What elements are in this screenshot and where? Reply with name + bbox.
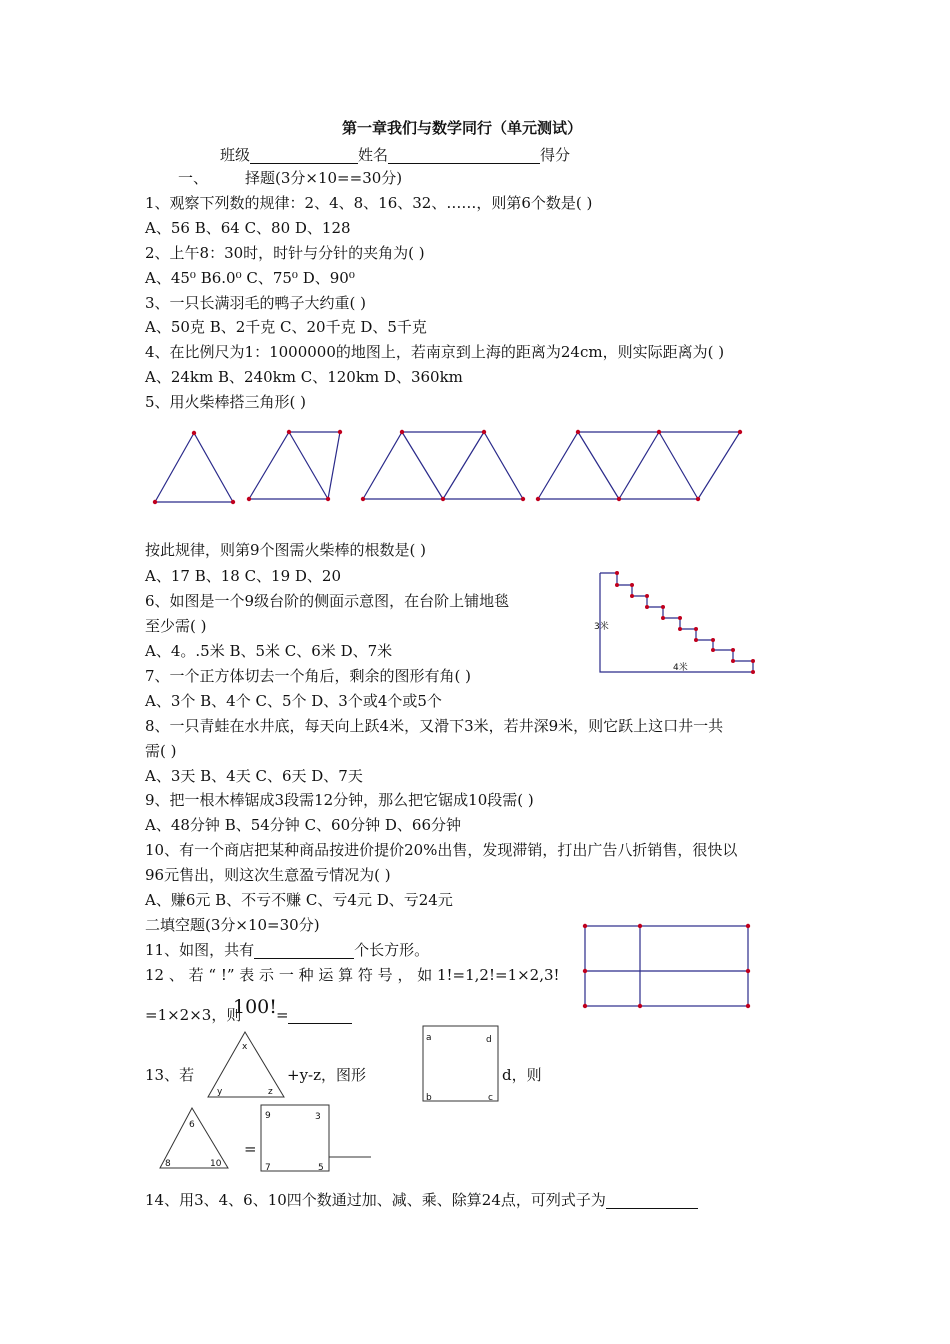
tri2-label-left: 8 xyxy=(165,1159,171,1169)
q9-options: A、48分钟 B、54分钟 C、60分钟 D、66分钟 xyxy=(145,816,462,834)
q10-options: A、赚6元 B、不亏不赚 C、亏4元 D、亏24元 xyxy=(145,891,453,909)
section1-number: 一、 xyxy=(178,169,209,187)
sq-label-b: b xyxy=(426,1093,432,1103)
q5-options: A、17 B、18 C、19 D、20 xyxy=(145,567,342,585)
q13-equals: = xyxy=(244,1140,257,1158)
q3-text: 3、一只长满羽毛的鸭子大约重( ) xyxy=(145,294,367,312)
q2-options: A、45⁰ B6.0⁰ C、75⁰ D、90⁰ xyxy=(145,269,355,287)
q8-line2: 需( ) xyxy=(145,742,177,760)
q12-expression: 100! xyxy=(233,996,277,1018)
q8-line1: 8、一只青蛙在水井底，每天向上跃4米，又滑下3米，若井深9米，则它跃上这口井一共 xyxy=(145,717,724,735)
tri-label-y: y xyxy=(217,1087,223,1097)
staircase-width-label: 4米 xyxy=(673,663,688,673)
q7-options: A、3个 B、4个 C、5个 D、3个或4个或5个 xyxy=(145,692,442,710)
tri-label-x: x xyxy=(242,1042,248,1052)
sq2-label-bl: 7 xyxy=(265,1163,271,1173)
q14-text: 14、用3、4、6、10四个数通过加、减、乘、除算24点，可列式子为 xyxy=(145,1191,606,1209)
q12-pre: =1×2×3，则 xyxy=(145,1006,242,1024)
q14-line xyxy=(145,1191,698,1209)
sq-label-d: d xyxy=(486,1035,492,1045)
name-label: 姓名 xyxy=(358,146,389,164)
q6-line1: 6、如图是一个9级台阶的侧面示意图，在台阶上铺地毯 xyxy=(145,592,510,610)
q8-options: A、3天 B、4天 C、6天 D、7天 xyxy=(145,767,363,785)
q13-post: d，则 xyxy=(502,1066,542,1084)
q11-pre: 11、如图，共有 xyxy=(145,941,255,959)
page-title: 第一章我们与数学同行（单元测试） xyxy=(342,119,583,137)
class-label: 班级 xyxy=(220,146,251,164)
q4-text: 4、在比例尺为1：1000000的地图上，若南京到上海的距离为24cm，则实际距离为( ) xyxy=(145,343,725,361)
tri2-label-right: 10 xyxy=(210,1159,222,1169)
q1-options: A、56 B、64 C、80 D、128 xyxy=(145,219,351,237)
q13-mid: +y-z，图形 xyxy=(287,1066,367,1084)
q6-line2: 至少需( ) xyxy=(145,617,207,635)
section1-heading: 择题(3分×10==30分) xyxy=(245,169,403,187)
q14-blank[interactable] xyxy=(606,1194,698,1209)
sq2-label-tl: 9 xyxy=(265,1111,271,1121)
q4-options: A、24km B、240km C、120km D、360km xyxy=(145,368,463,386)
q10-line1: 10、有一个商店把某种商品按进价提价20%出售，发现滞销，打出广告八折销售，很快以 xyxy=(145,841,738,859)
staircase-height-label: 3米 xyxy=(594,622,609,632)
q10-line2: 96元售出，则这次生意盈亏情况为( ) xyxy=(145,866,391,884)
q3-options: A、50克 B、2千克 C、20千克 D、5千克 xyxy=(145,318,427,336)
tri2-label-top: 6 xyxy=(189,1120,195,1130)
q6-options: A、4。.5米 B、5米 C、6米 D、7米 xyxy=(145,642,393,660)
q11-post: 个长方形。 xyxy=(354,941,430,959)
sq2-label-br: 5 xyxy=(318,1163,324,1173)
q12-line1: 12 、 若 “ !” 表 示 一 种 运 算 符 号 ， 如 1!=1,2!=1×2,3! xyxy=(145,966,560,984)
score-label: 得分 xyxy=(540,146,571,164)
tri-label-z: z xyxy=(268,1087,273,1097)
q13-pre: 13、若 xyxy=(145,1066,195,1084)
q9-text: 9、把一根木棒锯成3段需12分钟，那么把它锯成10段需( ) xyxy=(145,791,534,809)
sq2-label-tr: 3 xyxy=(315,1112,321,1122)
q1-text: 1、观察下列数的规律：2、4、8、16、32、……，则第6个数是( ) xyxy=(145,194,593,212)
q5-text: 5、用火柴棒搭三角形( ) xyxy=(145,393,307,411)
q2-text: 2、上午8：30时，时针与分针的夹角为( ) xyxy=(145,244,425,262)
q5-follow: 按此规律，则第9个图需火柴棒的根数是( ) xyxy=(145,541,427,559)
sq-label-c: c xyxy=(488,1093,493,1103)
q12-equals: = xyxy=(276,1006,289,1024)
section2-heading: 二填空题(3分×10=30分) xyxy=(145,916,320,934)
sq-label-a: a xyxy=(426,1033,432,1043)
q7-text: 7、一个正方体切去一个角后，剩余的图形有角( ) xyxy=(145,667,472,685)
